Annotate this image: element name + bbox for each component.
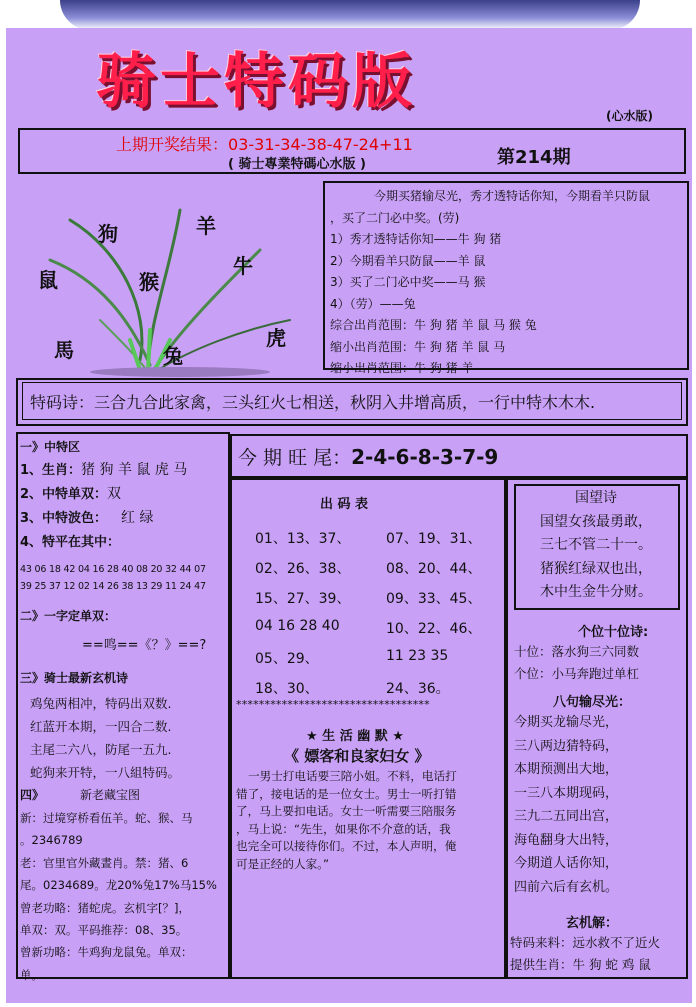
sec1-item-numbers-label: 4、特平在其中： <box>20 535 121 550</box>
zodiac-monkey: 猴 <box>139 270 159 294</box>
bajushu-line: 今期买龙输尽光， <box>514 715 619 730</box>
sec4-line: 曾老功略：猪蛇虎。玄机字[？]， <box>20 900 190 915</box>
sec4-line: 单。 <box>20 967 43 982</box>
sec4-line: 老：官里官外藏晝肖。禁：猪、6 <box>20 855 189 870</box>
page-title: 骑士特码版 <box>96 47 416 117</box>
numbers-row-2: 39 25 37 12 02 14 26 38 13 29 11 24 47 <box>20 581 206 592</box>
zodiac-ox: 牛 <box>233 254 253 278</box>
riddle-line: 1）秀才透特话你知——牛 狗 猪 <box>330 232 502 246</box>
item-value: 红 绿 <box>121 510 154 526</box>
bajushu-line: 四前六后有玄机。 <box>514 879 619 895</box>
item-value: 双 <box>107 486 122 502</box>
zodiac-tiger: 虎 <box>266 326 286 350</box>
guowang-title: 国望诗 <box>575 490 617 506</box>
sec4-title: 新老藏宝图 <box>80 788 141 802</box>
zodiac-rabbit: 兔 <box>163 344 183 368</box>
gewei-line-units: 个位：小马奔跑过单杠 <box>514 666 640 681</box>
riddle-range-2: 缩小出肖范围：牛 狗 猪 羊 鼠 马 <box>330 339 506 354</box>
issue-number: 第214期 <box>497 147 571 168</box>
last-result-label: 上期开奖结果： <box>116 135 229 154</box>
sec2-title: 二》一字定单双： <box>20 609 117 623</box>
riddle-line: 3）买了二门必中奖——马 猴 <box>330 275 486 289</box>
code-cell: 07、19、31、 <box>386 531 482 547</box>
humor-line: 了，马上要扣电话。女士一听需要三陪服务 <box>236 804 457 818</box>
zodiac-goat: 羊 <box>196 214 216 238</box>
sec3-line: 鸡兔两相冲，特码出双数. <box>30 696 172 711</box>
last-result <box>116 132 413 155</box>
top-banner-band <box>60 0 640 30</box>
riddle-line: 2）今期看羊只防鼠——羊 鼠 <box>330 253 486 268</box>
item-label: 2、中特单双： <box>20 487 108 502</box>
sec1-item-color <box>20 507 226 527</box>
sec3-line: 蛇狗来开特，一八組特码。 <box>30 765 181 780</box>
humor-subtitle: 《 嫖客和良家妇女 》 <box>284 747 430 765</box>
last-result-value: 03-31-34-38-47-24+11 <box>228 135 413 154</box>
riddle-intro-2: ，买了二门必中奖。(劳) <box>330 210 460 225</box>
sec4-line: 。2346789 <box>20 833 83 848</box>
code-cell: 10、22、46、 <box>386 621 482 637</box>
edition-label: (心水版) <box>606 109 653 123</box>
humor-content <box>236 768 457 873</box>
humor-line: 可是正经的人家。” <box>236 856 329 871</box>
guowang-line: 猪猴红绿双也出， <box>540 560 652 577</box>
code-cell: 18、30、 <box>255 681 319 697</box>
gewei-line-tens: 十位：落水狗三六同数 <box>514 644 640 659</box>
code-cell: 15、27、39、 <box>255 591 351 607</box>
zodiac-rat: 鼠 <box>38 268 58 292</box>
zodiac-dog: 狗 <box>98 222 118 246</box>
riddle-range-3: 缩小出肖范围：牛 狗 猪 羊 <box>330 361 474 375</box>
item-value: 猪 狗 羊 鼠 虎 马 <box>81 462 188 478</box>
sec4-label: 四》 <box>20 788 45 802</box>
humor-line: 错了，接电话的是一位女士。男士一听打错 <box>236 786 457 801</box>
humor-line: 一男士打电话要三陪小姐。不料，电话打 <box>248 769 457 783</box>
guowang-poem <box>514 487 678 605</box>
sec3-line: 主尾二六八，防尾一五九. <box>30 742 172 757</box>
sec4-line: 曾新功略：牛鸡狗龙鼠兔。单双： <box>20 945 193 960</box>
humor-line: 也完全可以接待你们。不过，本人声明，俺 <box>236 839 457 853</box>
code-cell: 01、13、37、 <box>255 531 351 547</box>
zodiac-horse: 馬 <box>54 338 74 362</box>
sec3-poem <box>20 692 226 784</box>
wangwei-value: 2-4-6-8-3-7-9 <box>351 445 499 469</box>
wangwei <box>238 443 498 470</box>
bajushu-line: 本期预测出大地， <box>514 762 619 777</box>
xuanji-line-zodiac: 提供生肖：牛 狗 蛇 鸡 鼠 <box>510 957 651 972</box>
sec4-content <box>20 807 226 986</box>
guowang-line: 木中生金牛分财。 <box>540 584 652 600</box>
code-cell: 05、29、 <box>255 651 319 667</box>
sec3-line: 红蓝开本期，一四合二数. <box>30 719 172 734</box>
xuanji-title: 玄机解： <box>566 916 619 931</box>
codes-star-divider: ********************************** <box>236 698 430 711</box>
bajushu-line: 今期道人话你知， <box>514 856 619 871</box>
humor-title: ★ 生 活 幽 默 ★ <box>306 729 404 744</box>
code-cell: 11 23 35 <box>386 648 449 664</box>
numbers-row-1: 43 06 18 42 04 16 28 40 08 20 32 44 07 <box>20 564 206 575</box>
bajushu-content <box>514 711 618 899</box>
bajushu-line: 三八两边猜特码， <box>514 738 619 754</box>
code-cell: 08、20、44、 <box>386 561 482 577</box>
code-cell: 09、33、45、 <box>386 591 482 607</box>
riddle-intro-1: 今期买猪输尽光，秀才透特话你知，今期看羊只防鼠 <box>374 189 651 203</box>
sec4-line: 尾。0234689。龙20%兔17%马15% <box>20 878 217 893</box>
riddle-range-1: 综合出肖范围：牛 狗 猪 羊 鼠 马 猴 兔 <box>330 318 537 332</box>
code-cell: 02、26、38、 <box>255 561 351 577</box>
poem-text: 特码诗：三合九合此家禽，三头红火七相送，秋阴入井增高质，一行中特木木木. <box>30 393 596 412</box>
sec4-header <box>20 786 226 803</box>
riddle-content <box>330 186 650 380</box>
item-label: 1、生肖： <box>20 463 82 478</box>
item-label: 3、中特波色： <box>20 511 108 526</box>
code-cell: 24、36。 <box>386 681 450 697</box>
sec1-title: 一》中特区 <box>20 440 81 454</box>
xuanji-content <box>510 932 660 976</box>
sec1-item-oddeven <box>20 483 226 503</box>
sec4-line: 新：过境穿桥看伍羊。蛇、猴、马 <box>20 811 193 825</box>
code-cell: 04 16 28 40 <box>255 618 340 634</box>
bajushu-line: 一三八本期现码， <box>514 785 619 801</box>
guowang-line: 三七不管二十一。 <box>540 537 652 553</box>
bajushu-line: 海龟翻身大出特， <box>514 832 619 848</box>
wangwei-label: 今 期 旺 尾： <box>238 447 352 469</box>
humor-line: ，马上说：“先生，如果你不介意的话，我 <box>236 821 451 836</box>
bajushu-title: 八句输尽光： <box>553 695 632 710</box>
left-column-content <box>20 438 226 986</box>
sec2-line: ==鸣==《？》==? <box>82 638 207 653</box>
codes-title: 出 码 表 <box>320 497 369 512</box>
sec1-item-zodiac <box>20 459 226 479</box>
gewei-content <box>514 641 639 685</box>
xuanji-line-source: 特码来料：远水救不了近火 <box>510 935 661 950</box>
gewei-title: 个位十位诗: <box>578 625 649 640</box>
guowang-line: 国望女孩最勇敢， <box>540 513 652 530</box>
sec3-title: 三》骑士最新玄机诗 <box>20 671 129 685</box>
sec4-line: 单双：双。平码推荐：08、35。 <box>20 923 188 938</box>
bajushu-line: 三九二五同出宫， <box>514 809 619 824</box>
subtitle: ( 骑士專業特碼心水版 ) <box>228 157 366 172</box>
riddle-line: 4）（劳）——兔 <box>330 296 416 311</box>
